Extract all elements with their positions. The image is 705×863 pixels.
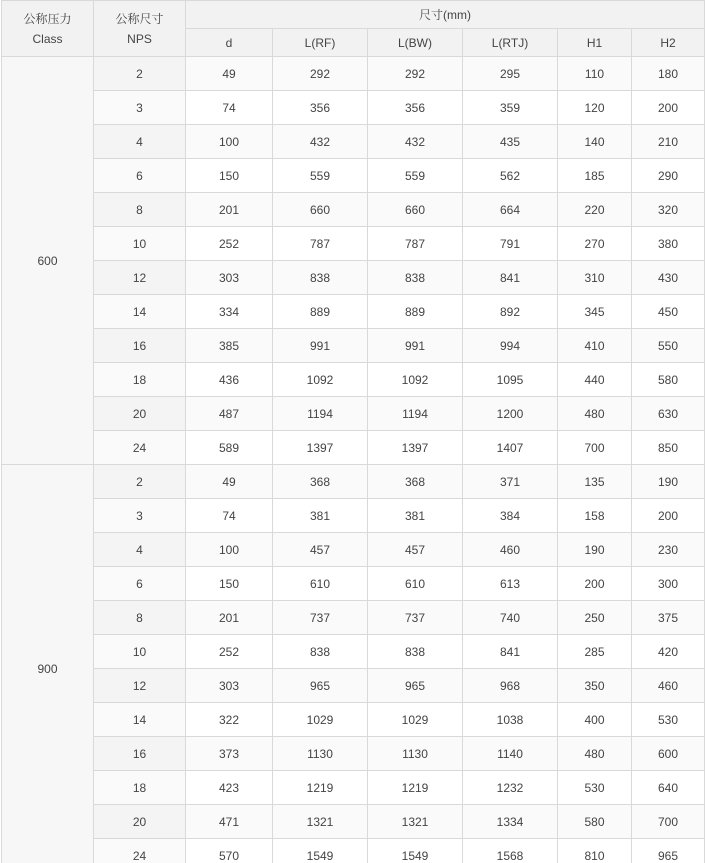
- cell-h1: 110: [558, 57, 632, 91]
- cell-h2: 640: [632, 771, 705, 805]
- table-header: [2, 1, 705, 57]
- cell-lrf: 1321: [273, 805, 368, 839]
- cell-d: 100: [186, 125, 273, 159]
- table-row: [2, 533, 705, 567]
- cell-lrtj: 1568: [463, 839, 558, 863]
- cell-h2: 965: [632, 839, 705, 863]
- cell-lrtj: 968: [463, 669, 558, 703]
- cell-h2: 420: [632, 635, 705, 669]
- cell-lrf: 368: [273, 465, 368, 499]
- cell-h1: 285: [558, 635, 632, 669]
- header-class-cn: 公称压力: [23, 11, 72, 26]
- cell-lrtj: 841: [463, 635, 558, 669]
- cell-h1: 700: [558, 431, 632, 465]
- cell-h2: 375: [632, 601, 705, 635]
- cell-lbw: 1397: [368, 431, 463, 465]
- cell-nps: 4: [94, 125, 186, 159]
- cell-lrf: 1397: [273, 431, 368, 465]
- table-row: [2, 805, 705, 839]
- cell-nps: 12: [94, 261, 186, 295]
- header-row-top: [2, 1, 705, 29]
- table-row: [2, 193, 705, 227]
- cell-lbw: 838: [368, 635, 463, 669]
- cell-lrtj: 613: [463, 567, 558, 601]
- cell-lrtj: 384: [463, 499, 558, 533]
- cell-lrf: 787: [273, 227, 368, 261]
- cell-h2: 180: [632, 57, 705, 91]
- cell-lrf: 737: [273, 601, 368, 635]
- cell-lbw: 559: [368, 159, 463, 193]
- header-col-lrtj: L(RTJ): [463, 29, 558, 57]
- cell-h1: 345: [558, 295, 632, 329]
- cell-lrtj: 295: [463, 57, 558, 91]
- table-row: [2, 159, 705, 193]
- cell-lbw: 1092: [368, 363, 463, 397]
- cell-lbw: 1549: [368, 839, 463, 863]
- cell-h2: 210: [632, 125, 705, 159]
- cell-lrtj: 435: [463, 125, 558, 159]
- cell-nps: 6: [94, 567, 186, 601]
- cell-nps: 16: [94, 737, 186, 771]
- cell-lrtj: 1200: [463, 397, 558, 431]
- header-class: [2, 1, 94, 57]
- cell-lrf: 292: [273, 57, 368, 91]
- cell-nps: 20: [94, 397, 186, 431]
- cell-nps: 18: [94, 363, 186, 397]
- cell-h2: 600: [632, 737, 705, 771]
- cell-d: 49: [186, 465, 273, 499]
- cell-lrtj: 841: [463, 261, 558, 295]
- cell-lbw: 737: [368, 601, 463, 635]
- cell-d: 471: [186, 805, 273, 839]
- table-row: [2, 57, 705, 91]
- cell-lbw: 432: [368, 125, 463, 159]
- table-row: [2, 125, 705, 159]
- header-nps-en: NPS: [127, 31, 152, 46]
- cell-h1: 120: [558, 91, 632, 125]
- cell-h1: 140: [558, 125, 632, 159]
- cell-lrf: 610: [273, 567, 368, 601]
- cell-lbw: 991: [368, 329, 463, 363]
- table-row: [2, 431, 705, 465]
- cell-lrf: 838: [273, 261, 368, 295]
- cell-lbw: 1219: [368, 771, 463, 805]
- cell-lrtj: 1407: [463, 431, 558, 465]
- cell-h2: 200: [632, 499, 705, 533]
- cell-lrtj: 1140: [463, 737, 558, 771]
- cell-nps: 24: [94, 839, 186, 863]
- cell-lrtj: 994: [463, 329, 558, 363]
- cell-h2: 430: [632, 261, 705, 295]
- cell-h1: 400: [558, 703, 632, 737]
- table-row: [2, 669, 705, 703]
- cell-lbw: 838: [368, 261, 463, 295]
- cell-lrf: 1029: [273, 703, 368, 737]
- header-dimensions-group: 尺寸(mm): [186, 1, 705, 29]
- cell-lrtj: 740: [463, 601, 558, 635]
- cell-nps: 8: [94, 193, 186, 227]
- cell-d: 303: [186, 261, 273, 295]
- cell-lrtj: 791: [463, 227, 558, 261]
- table-row: [2, 771, 705, 805]
- cell-d: 252: [186, 635, 273, 669]
- header-nps-cn: 公称尺寸: [115, 11, 164, 26]
- cell-d: 303: [186, 669, 273, 703]
- cell-h1: 440: [558, 363, 632, 397]
- cell-nps: 20: [94, 805, 186, 839]
- cell-h2: 290: [632, 159, 705, 193]
- cell-nps: 16: [94, 329, 186, 363]
- cell-h1: 190: [558, 533, 632, 567]
- table-row: [2, 499, 705, 533]
- cell-nps: 2: [94, 465, 186, 499]
- cell-d: 201: [186, 601, 273, 635]
- cell-lrtj: 371: [463, 465, 558, 499]
- cell-h2: 850: [632, 431, 705, 465]
- cell-nps: 14: [94, 295, 186, 329]
- cell-h1: 158: [558, 499, 632, 533]
- cell-d: 201: [186, 193, 273, 227]
- cell-lrtj: 460: [463, 533, 558, 567]
- cell-h1: 310: [558, 261, 632, 295]
- table-row: [2, 601, 705, 635]
- cell-lrtj: 664: [463, 193, 558, 227]
- cell-h1: 185: [558, 159, 632, 193]
- cell-d: 150: [186, 159, 273, 193]
- cell-lrf: 660: [273, 193, 368, 227]
- cell-lbw: 381: [368, 499, 463, 533]
- cell-d: 252: [186, 227, 273, 261]
- cell-h1: 350: [558, 669, 632, 703]
- cell-h2: 530: [632, 703, 705, 737]
- cell-lbw: 356: [368, 91, 463, 125]
- table-row: [2, 227, 705, 261]
- table-row: [2, 329, 705, 363]
- cell-lrtj: 892: [463, 295, 558, 329]
- cell-nps: 10: [94, 635, 186, 669]
- cell-h1: 200: [558, 567, 632, 601]
- cell-lbw: 292: [368, 57, 463, 91]
- cell-h1: 250: [558, 601, 632, 635]
- cell-lrf: 457: [273, 533, 368, 567]
- table-body: [2, 57, 705, 863]
- cell-class: 600: [2, 57, 94, 465]
- table-row: [2, 397, 705, 431]
- cell-nps: 8: [94, 601, 186, 635]
- cell-d: 74: [186, 91, 273, 125]
- cell-lrf: 965: [273, 669, 368, 703]
- cell-h2: 700: [632, 805, 705, 839]
- cell-h1: 530: [558, 771, 632, 805]
- table-row: [2, 703, 705, 737]
- cell-h1: 220: [558, 193, 632, 227]
- cell-lbw: 1194: [368, 397, 463, 431]
- cell-h2: 300: [632, 567, 705, 601]
- cell-d: 100: [186, 533, 273, 567]
- header-col-h2: H2: [632, 29, 705, 57]
- cell-lbw: 1130: [368, 737, 463, 771]
- cell-lrtj: 359: [463, 91, 558, 125]
- cell-h1: 480: [558, 737, 632, 771]
- cell-lbw: 965: [368, 669, 463, 703]
- cell-lbw: 610: [368, 567, 463, 601]
- cell-h2: 550: [632, 329, 705, 363]
- header-col-lbw: L(BW): [368, 29, 463, 57]
- cell-d: 436: [186, 363, 273, 397]
- cell-nps: 2: [94, 57, 186, 91]
- cell-h2: 190: [632, 465, 705, 499]
- cell-d: 385: [186, 329, 273, 363]
- cell-lrf: 356: [273, 91, 368, 125]
- cell-d: 49: [186, 57, 273, 91]
- cell-lbw: 889: [368, 295, 463, 329]
- cell-lrf: 838: [273, 635, 368, 669]
- valve-dimension-table: [1, 0, 705, 863]
- cell-h2: 200: [632, 91, 705, 125]
- table-row: [2, 261, 705, 295]
- cell-lrf: 1549: [273, 839, 368, 863]
- cell-lrf: 991: [273, 329, 368, 363]
- cell-lbw: 660: [368, 193, 463, 227]
- cell-lrtj: 1095: [463, 363, 558, 397]
- cell-lbw: 368: [368, 465, 463, 499]
- cell-h2: 320: [632, 193, 705, 227]
- header-col-d: d: [186, 29, 273, 57]
- cell-h2: 380: [632, 227, 705, 261]
- table-row: [2, 839, 705, 863]
- cell-lbw: 457: [368, 533, 463, 567]
- table-row: [2, 295, 705, 329]
- cell-nps: 14: [94, 703, 186, 737]
- cell-class: 900: [2, 465, 94, 863]
- cell-h1: 580: [558, 805, 632, 839]
- table-row: [2, 363, 705, 397]
- table-row: [2, 737, 705, 771]
- cell-nps: 3: [94, 91, 186, 125]
- cell-nps: 10: [94, 227, 186, 261]
- cell-lbw: 1321: [368, 805, 463, 839]
- cell-d: 589: [186, 431, 273, 465]
- cell-h2: 460: [632, 669, 705, 703]
- cell-h1: 135: [558, 465, 632, 499]
- table-row: [2, 635, 705, 669]
- header-col-lrf: L(RF): [273, 29, 368, 57]
- cell-h2: 230: [632, 533, 705, 567]
- cell-lrf: 381: [273, 499, 368, 533]
- cell-lrf: 559: [273, 159, 368, 193]
- cell-d: 334: [186, 295, 273, 329]
- table-row: [2, 91, 705, 125]
- cell-h1: 410: [558, 329, 632, 363]
- cell-lrf: 1130: [273, 737, 368, 771]
- cell-d: 487: [186, 397, 273, 431]
- cell-lrf: 432: [273, 125, 368, 159]
- cell-nps: 6: [94, 159, 186, 193]
- cell-d: 423: [186, 771, 273, 805]
- cell-d: 322: [186, 703, 273, 737]
- cell-lrtj: 1038: [463, 703, 558, 737]
- cell-h2: 450: [632, 295, 705, 329]
- cell-d: 373: [186, 737, 273, 771]
- cell-h2: 630: [632, 397, 705, 431]
- cell-lrf: 1194: [273, 397, 368, 431]
- cell-d: 570: [186, 839, 273, 863]
- cell-nps: 24: [94, 431, 186, 465]
- cell-h1: 270: [558, 227, 632, 261]
- cell-nps: 12: [94, 669, 186, 703]
- cell-d: 74: [186, 499, 273, 533]
- cell-lrf: 1092: [273, 363, 368, 397]
- cell-nps: 4: [94, 533, 186, 567]
- cell-lbw: 1029: [368, 703, 463, 737]
- cell-d: 150: [186, 567, 273, 601]
- cell-lrf: 1219: [273, 771, 368, 805]
- cell-nps: 18: [94, 771, 186, 805]
- table-row: [2, 465, 705, 499]
- cell-h1: 810: [558, 839, 632, 863]
- cell-lrtj: 562: [463, 159, 558, 193]
- table-row: [2, 567, 705, 601]
- cell-lrf: 889: [273, 295, 368, 329]
- cell-h1: 480: [558, 397, 632, 431]
- cell-h2: 580: [632, 363, 705, 397]
- cell-nps: 3: [94, 499, 186, 533]
- cell-lbw: 787: [368, 227, 463, 261]
- cell-lrtj: 1232: [463, 771, 558, 805]
- header-col-h1: H1: [558, 29, 632, 57]
- cell-lrtj: 1334: [463, 805, 558, 839]
- header-class-en: Class: [32, 31, 63, 46]
- header-nps: [94, 1, 186, 57]
